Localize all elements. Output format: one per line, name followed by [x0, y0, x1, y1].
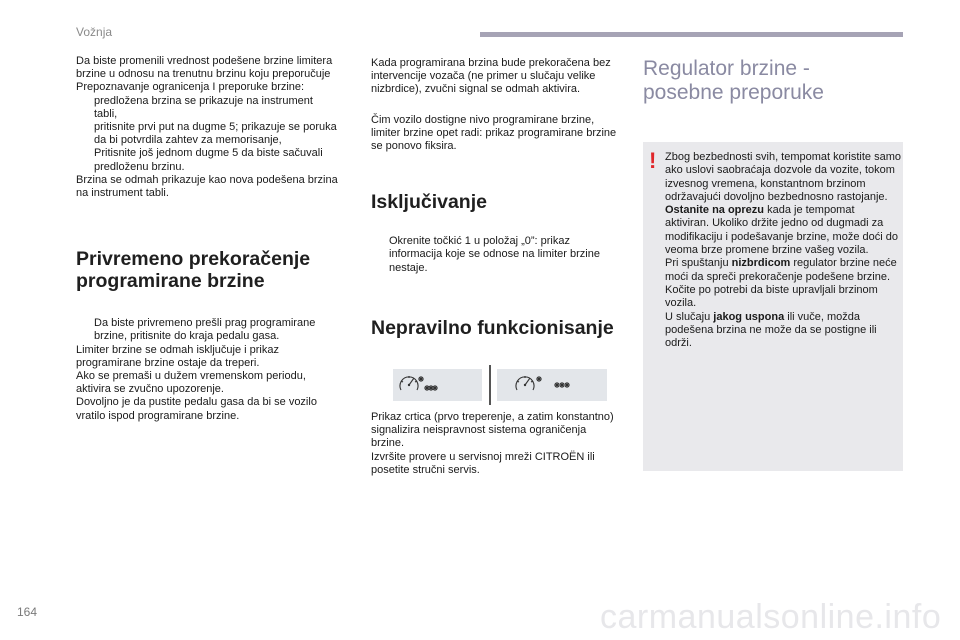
intro-paragraph: Da biste promenili vrednost podešene brzine limitera brzine u odnosu na trenutnu brzinu koju preporučuje Prepoznavanje ogranicenja I preporuke brzine:: [76, 55, 333, 94]
bullet-text: Da biste privremeno prešli prag programirane brzine, pritisnite do kraja pedalu gasa.: [94, 317, 316, 343]
watermark: carmanualsonline.info: [600, 598, 942, 636]
paragraph: Dovoljno je da pustite pedalu gasa da bi se vozilo vratilo ispod programirane brzine.: [76, 396, 317, 422]
heading-deactivation: Isključivanje: [371, 191, 487, 214]
display-divider: [489, 365, 491, 405]
outro-paragraph: Brzina se odmah prikazuje kao nova podešena brzina na instrument tabli.: [76, 173, 338, 200]
paragraph: Izvršite provere u servisnoj mreži CITROËN ili posetite stručni servis.: [371, 450, 595, 476]
heading-temporary-exceed: Privremeno prekoračenje programirane brzine: [76, 248, 311, 293]
warning-paragraph: [665, 204, 901, 257]
column-middle: [371, 57, 621, 353]
emphasis: jakog uspona: [713, 310, 785, 323]
section-header: Vožnja: [76, 25, 113, 39]
page-number: 164: [17, 605, 38, 619]
list-item: [76, 317, 338, 343]
column-left: [76, 55, 338, 423]
paragraph: Kada programirana brzina bude prekoračena bez intervencije vozača (ne primer u slučaju velike nizbrdice), zvučni signal se odmah aktivira.: [371, 57, 611, 96]
bullet-text: predložena brzina se prikazuje na instrument tabli,: [94, 94, 313, 120]
list-item: [76, 95, 338, 121]
warning-text: [665, 151, 901, 350]
emphasis: Ostanite na oprezu: [665, 204, 765, 217]
list-item: [76, 147, 338, 173]
warning-sentence: kada je tempomat aktiviran. Ukoliko držite jedno od dugmadi za modifikaciju i podešavanje brzine, može doći do veoma brze promene brzine vašeg vozila.: [665, 204, 898, 257]
section-title-line1: Regulator brzine -: [643, 57, 810, 80]
list-item: [76, 121, 338, 147]
warning-sentence: Pri spuštanju: [665, 257, 732, 270]
paragraph: Ako se premaši u dužem vremenskom periodu, aktivira se zvučno upozorenje.: [76, 370, 306, 396]
bullet-text: Okrenite točkić 1 u položaj „0”: prikaz informacija koje se odnose na limiter brzine nestaje.: [389, 235, 600, 274]
warning-paragraph: [665, 311, 901, 351]
exclamation-icon: !: [649, 148, 657, 173]
list-item: [371, 235, 621, 275]
header-accent-bar: [480, 32, 903, 37]
warning-sentence: ili vuče, možda podešena brzina ne može da se postigne ili održi.: [665, 310, 877, 350]
speed-limiter-dashes-icon: [497, 369, 607, 401]
emphasis: nizbrdicom: [731, 257, 791, 270]
paragraph: Limiter brzine se odmah isključuje i prikaz programirane brzine ostaje da treperi.: [76, 343, 279, 369]
bullet-text: Pritisnite još jednom dugme 5 da biste sačuvali predloženu brzinu.: [94, 147, 323, 173]
warning-sentence: regulator brzine neće moći da spreči prekoračenje podešene brzine. Kočite po potrebi da biste upravljali brzinom vozila.: [665, 257, 897, 310]
warning-sentence: U slučaju: [665, 310, 714, 323]
section-title-line2: posebne preporuke: [643, 81, 824, 104]
malfunction-text: [371, 411, 621, 477]
heading-malfunction: Nepravilno funkcionisanje: [371, 316, 614, 339]
paragraph: Prikaz crtica (prvo treperenje, a zatim konstantno) signalizira neispravnost sistema ograničenja brzine.: [371, 411, 614, 450]
paragraph: Čim vozilo dostigne nivo programirane brzine, limiter brzine opet radi: prikaz programirane brzine se ponovo fiksira.: [371, 113, 617, 153]
speed-limiter-dashes-icon: [393, 369, 482, 401]
warning-paragraph: [665, 257, 901, 310]
column-right: [643, 57, 905, 105]
bullet-text: pritisnite prvi put na dugme 5; prikazuje se poruka da bi potvrdila zahtev za memorisanje,: [94, 121, 337, 147]
warning-paragraph: Zbog bezbednosti svih, tempomat koristite samo ako uslovi saobraćaja dozvole da vozite, tokom izvesnog vremena, konstantnom brzinom održavajući dovoljno bezbednosno rastojanje.: [665, 151, 902, 203]
